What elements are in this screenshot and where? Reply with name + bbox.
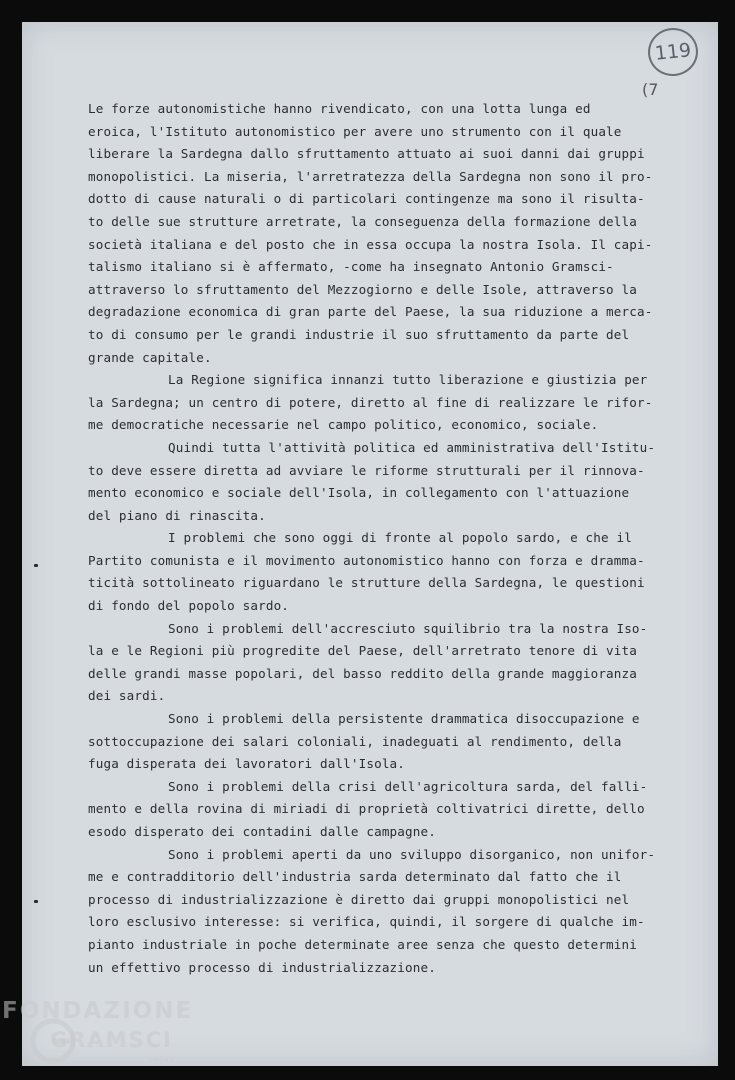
text-line: loro esclusivo interesse: si verifica, quindi, il sorgere di qualche im- [88, 914, 645, 930]
watermark-line-2: GRAMSCI [50, 1028, 173, 1052]
text-line: società italiana e del posto che in essa occupa la nostra Isola. Il capi- [88, 236, 653, 252]
text-line: to di consumo per le grandi industrie il suo sfruttamento da parte del [88, 326, 630, 342]
text-line: un effettivo processo di industrializzazione. [88, 959, 436, 975]
text-line: Sono i problemi della crisi dell'agricoltura sarda, del falli- [168, 778, 648, 794]
text-line: Sono i problemi della persistente drammatica disoccupazione e [168, 711, 640, 727]
margin-mark [34, 564, 38, 567]
text-line: Quindi tutta l'attività politica ed amministrativa dell'Istitu- [168, 439, 656, 455]
text-line: delle grandi masse popolari, del basso reddito della grande maggioranza [88, 665, 637, 681]
text-line: liberare la Sardegna dallo sfruttamento attuato ai suoi danni dai gruppi [88, 146, 645, 162]
text-line: dotto di cause naturali o di particolari contingenze ma sono il risulta- [88, 191, 645, 207]
text-line: mento economico e sociale dell'Isola, in collegamento con l'attuazione [88, 485, 630, 501]
text-line: eroica, l'Istituto autonomistico per avere uno strumento con il quale [88, 123, 622, 139]
text-line: processo di industrializzazione è diretto dai gruppi monopolistici nel [88, 891, 630, 907]
text-line: Partito comunista e il movimento autonomistico hanno con forza e dramma- [88, 552, 645, 568]
page-number-text: 119 [653, 39, 693, 65]
body-text [88, 98, 698, 979]
text-line: di fondo del popolo sardo. [88, 598, 290, 614]
text-line: La Regione significa innanzi tutto liberazione e giustizia per [168, 372, 648, 388]
watermark-line-1: FONDAZIONE [2, 998, 194, 1024]
text-line: sottoccupazione dei salari coloniali, inadeguati al rendimento, della [88, 733, 622, 749]
handwritten-side-mark: (7 [642, 80, 659, 99]
handwritten-page-number [646, 26, 701, 79]
text-line: talismo italiano si è affermato, -come ha insegnato Antonio Gramsci- [88, 259, 614, 275]
text-line: monopolistici. La miseria, l'arretratezza della Sardegna non sono il pro- [88, 168, 653, 184]
text-line: dei sardi. [88, 688, 166, 704]
text-line: grande capitale. [88, 349, 212, 365]
text-line: Sono i problemi dell'accresciuto squilibrio tra la nostra Iso- [168, 620, 648, 636]
fondazione-gramsci-watermark [2, 998, 194, 1078]
text-line: pianto industriale in poche determinate aree senza che questo determini [88, 936, 637, 952]
text-line: mento e della rovina di miriadi di proprietà coltivatrici dirette, dello [88, 801, 645, 817]
text-line: attraverso lo sfruttamento del Mezzogiorno e delle Isole, attraverso la [88, 281, 637, 297]
text-line: me democratiche necessarie nel campo politico, economico, sociale. [88, 417, 599, 433]
text-line: la e le Regioni più progredite del Paese, dell'arretrato tenore di vita [88, 643, 637, 659]
text-line: Sono i problemi aperti da uno sviluppo disorganico, non unifor- [168, 846, 656, 862]
text-line: me e contradditorio dell'industria sarda determinato dal fatto che il [88, 869, 622, 885]
text-line: esodo disperato dei contadini dalle campagne. [88, 824, 436, 839]
text-line: degradazione economica di gran parte del Paese, la sua riduzione a merca- [88, 304, 653, 320]
text-line: del piano di rinascita. [88, 507, 266, 523]
typewritten-page [22, 22, 718, 1066]
text-line: la Sardegna; un centro di potere, diretto al fine di realizzare le rifor- [88, 394, 653, 410]
text-line: to delle sue strutture arretrate, la conseguenza della formazione della [88, 213, 637, 229]
watermark-sub: onlus [148, 1055, 175, 1064]
text-line: Le forze autonomistiche hanno rivendicato, con una lotta lunga ed [88, 101, 591, 116]
margin-mark [34, 900, 38, 903]
text-line: ticità sottolineato riguardano le strutture della Sardegna, le questioni [88, 575, 645, 591]
text-line: to deve essere diretta ad avviare le riforme strutturali per il rinnova- [88, 462, 645, 478]
text-line: I problemi che sono oggi di fronte al popolo sardo, e che il [168, 530, 632, 546]
text-line: fuga disperata dei lavoratori dall'Isola. [88, 756, 406, 772]
